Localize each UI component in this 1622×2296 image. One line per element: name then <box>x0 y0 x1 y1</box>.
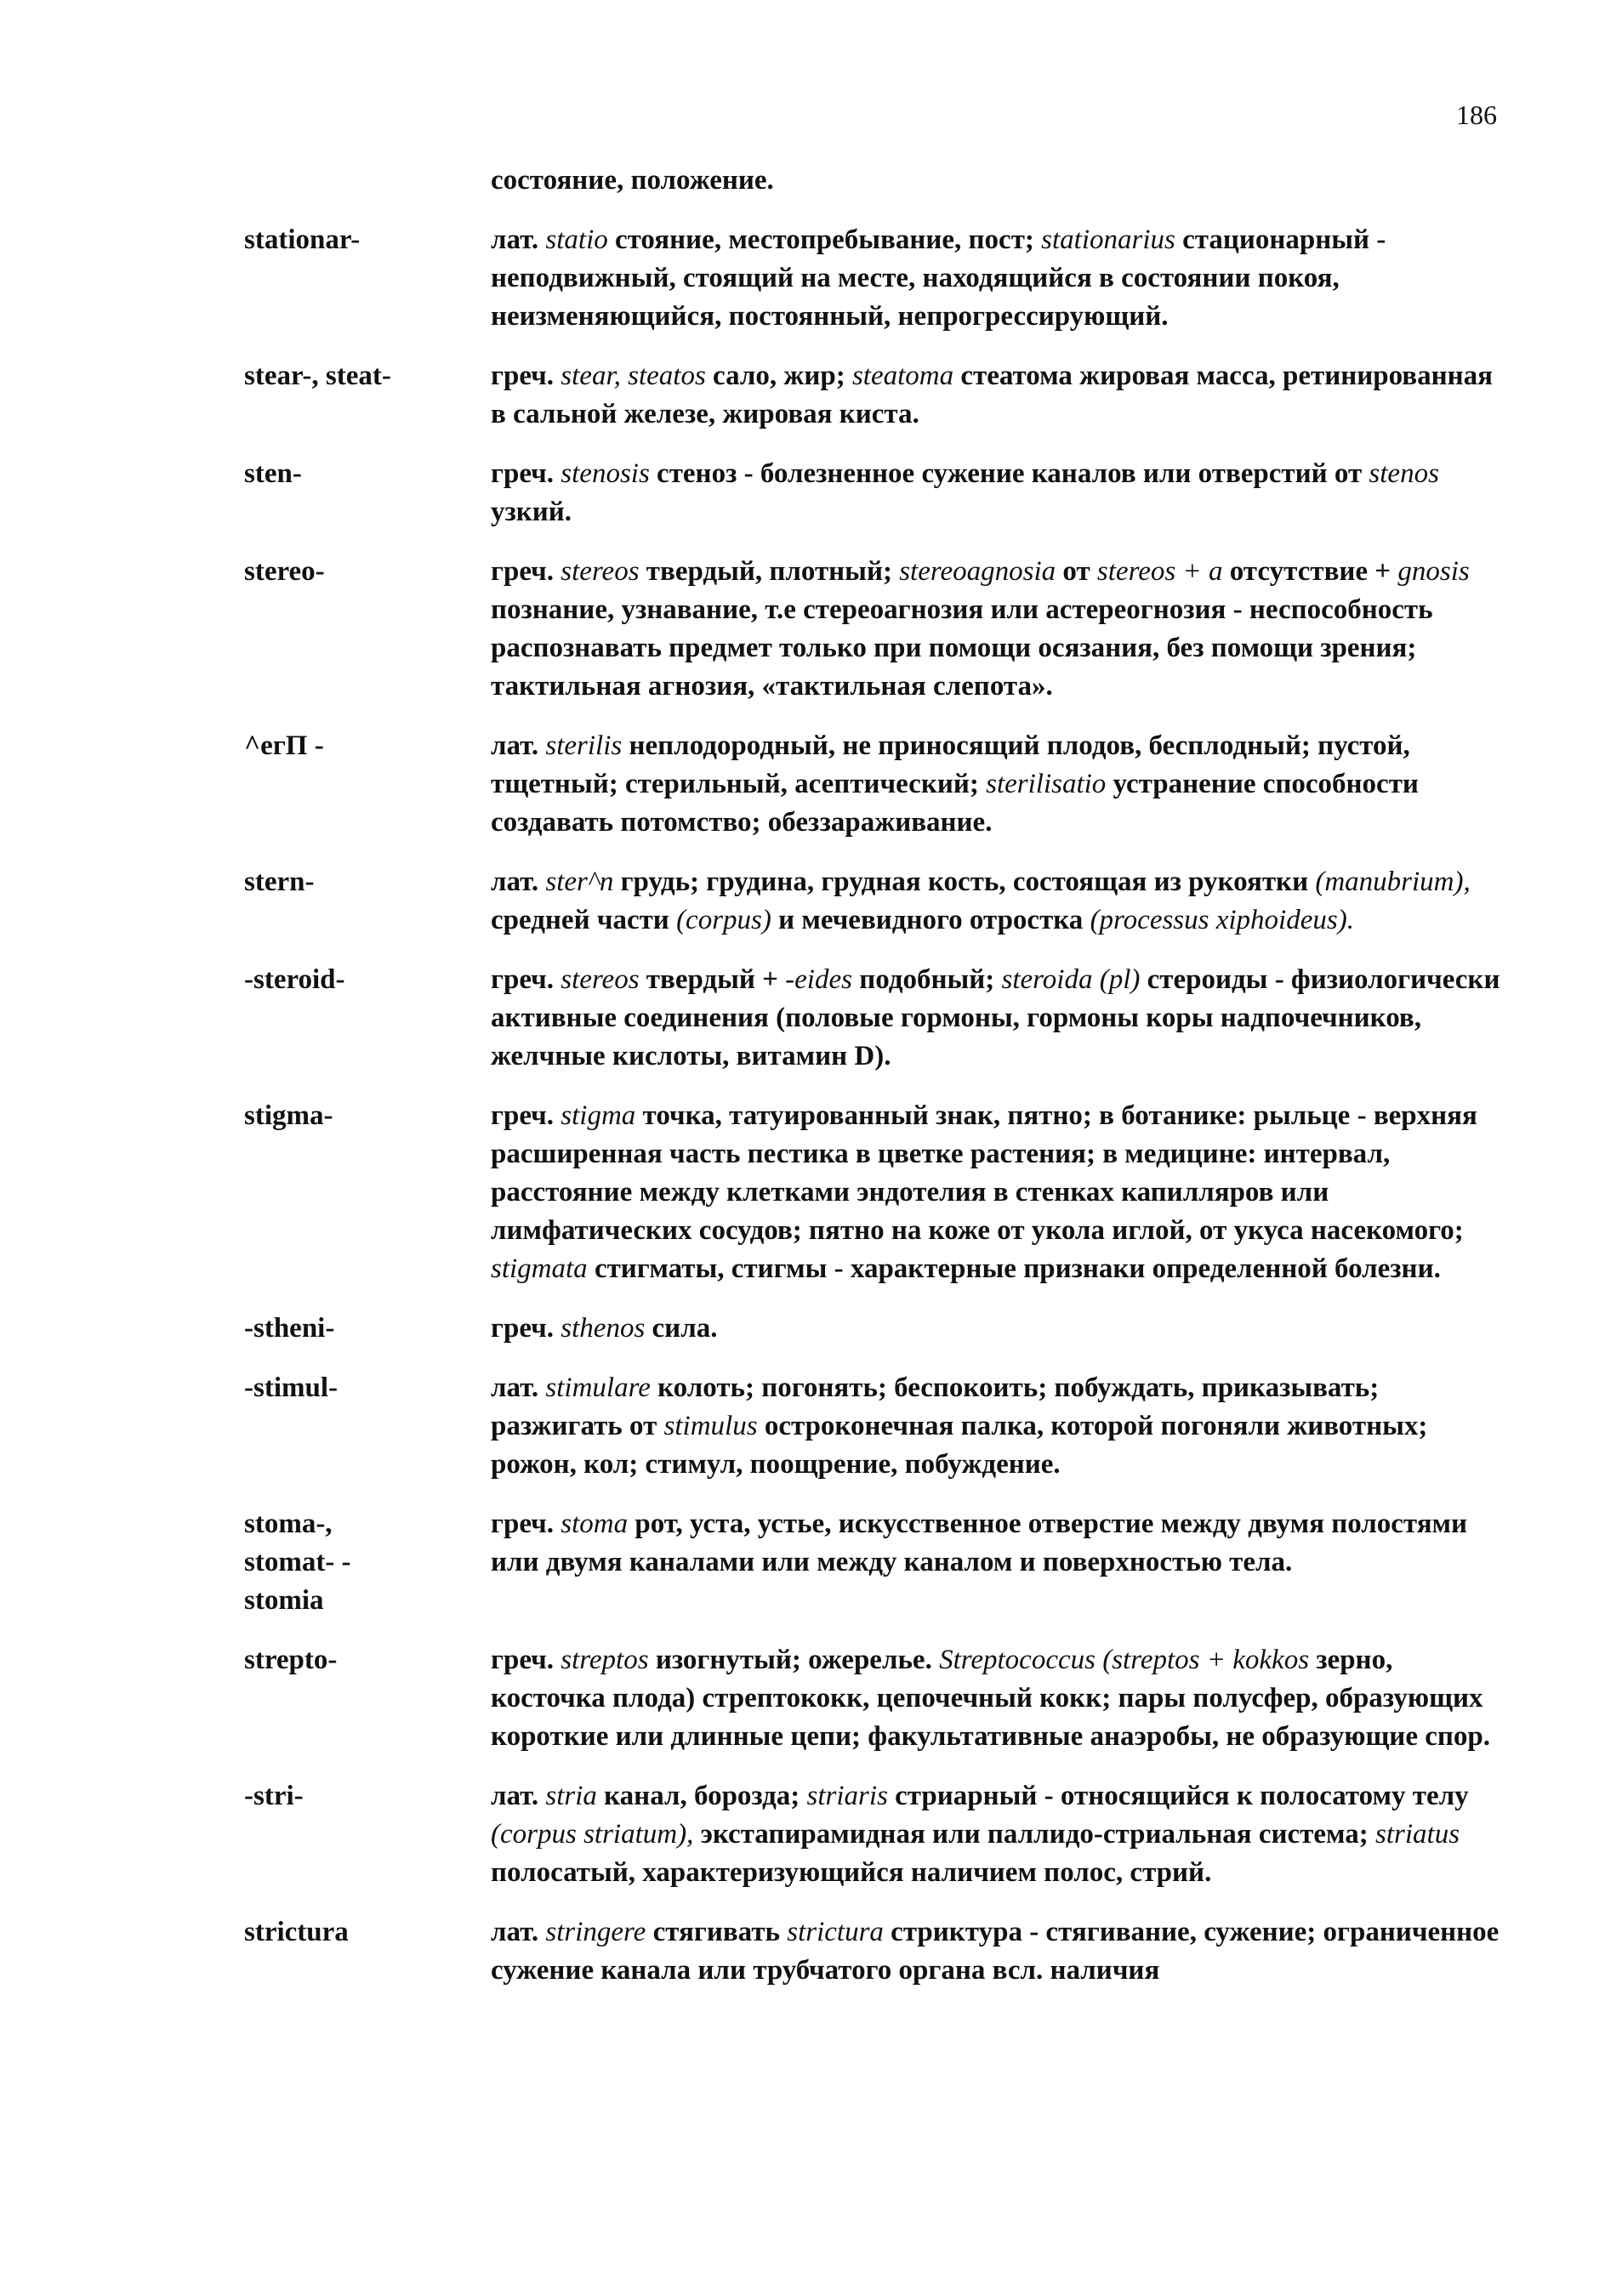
definition-italic-term: Streptococcus (streptos + kokkos <box>939 1645 1310 1675</box>
entry-definition <box>491 455 1503 531</box>
definition-text: узкий. <box>491 497 572 527</box>
entry-definition <box>491 1505 1503 1620</box>
entry-term <box>244 162 491 200</box>
entry-definition <box>491 1777 1503 1892</box>
definition-text: стероиды - физиологически активные соединения (половые гормоны, гормоны коры надпочечников, желчные кислоты, витамин D). <box>491 964 1500 1071</box>
entry-term: -stri- <box>244 1781 304 1811</box>
definition-italic-term: stria <box>545 1781 597 1811</box>
definition-text: греч. <box>491 964 561 995</box>
entry-definition <box>491 1641 1503 1756</box>
definition-text: состояние, положение. <box>491 165 774 196</box>
entry-term: strepto- <box>244 1645 338 1675</box>
definition-italic-term: (processus xiphoideus). <box>1090 905 1354 935</box>
dictionary-entry <box>244 961 1503 1076</box>
definition-text: твердый, плотный; <box>639 556 900 587</box>
definition-italic-term: stationarius <box>1041 224 1175 255</box>
definition-text: грудь; грудина, грудная кость, состоящая из рукоятки <box>613 867 1316 897</box>
definition-text: неплодородный, не приносящий плодов, бесплодный; пустой, тщетный; стерильный, асептический; <box>491 730 1410 799</box>
definition-text: греч. <box>491 458 561 489</box>
definition-italic-term: stereoagnosia <box>899 556 1056 587</box>
entry-definition <box>491 961 1503 1076</box>
definition-italic-term: streptos <box>561 1645 649 1675</box>
dictionary-entry <box>244 1097 1503 1288</box>
definition-italic-term: (manubrium), <box>1315 867 1471 897</box>
definition-text: и мечевидного отростка <box>771 905 1090 935</box>
entry-definition <box>491 1097 1503 1288</box>
entry-term: stoma-, stomat- - stomia <box>244 1509 351 1616</box>
definition-text: лат. <box>491 1372 546 1403</box>
definition-text: лат. <box>491 730 546 761</box>
definition-text: лат. <box>491 224 546 255</box>
dictionary-entry <box>244 1369 1503 1484</box>
definition-text: стационарный - неподвижный, стоящий на месте, находящийся в состоянии покоя, неизменяющийся, постоянный, непрогрессирующий. <box>491 224 1386 332</box>
dictionary-entry <box>244 727 1503 842</box>
entry-term: sten- <box>244 458 302 489</box>
entry-definition <box>491 357 1503 434</box>
entry-term: ^егП - <box>244 730 324 761</box>
dictionary-entry <box>244 455 1503 531</box>
dictionary-entry <box>244 1913 1503 1990</box>
entry-definition <box>491 1310 1503 1348</box>
definition-italic-term: stereos <box>561 556 640 587</box>
definition-text: рот, уста, устье, искусственное отверстие между двумя полостями или двумя каналами или между каналом и поверхностью тела. <box>491 1509 1468 1577</box>
definition-text: отсутствие + <box>1222 556 1398 587</box>
definition-italic-term: sthenos <box>561 1313 646 1344</box>
definition-text: стеатома жировая масса, ретинированная в сальной железе, жировая киста. <box>491 361 1493 429</box>
definition-italic-term: stereos <box>561 964 640 995</box>
definition-text: средней части <box>491 905 677 935</box>
definition-text: стеноз - болезненное сужение каналов или отверстий от <box>649 458 1369 489</box>
definition-italic-term: strictura <box>787 1917 884 1947</box>
entry-term: stereo- <box>244 556 325 587</box>
dictionary-entries <box>244 162 1503 2011</box>
definition-italic-term: gnosis <box>1397 556 1470 587</box>
definition-text: экстапирамидная или паллидо-стриальная система; <box>693 1819 1376 1850</box>
definition-text: греч. <box>491 1509 561 1539</box>
dictionary-entry <box>244 1777 1503 1892</box>
definition-text: изогнутый; ожерелье. <box>648 1645 940 1675</box>
definition-text: канал, борозда; <box>596 1781 807 1811</box>
definition-italic-term: sterilis <box>545 730 623 761</box>
definition-text: сало, жир; <box>705 361 852 391</box>
dictionary-entry <box>244 162 1503 200</box>
page-number: 186 <box>1456 99 1497 130</box>
definition-text: лат. <box>491 867 546 897</box>
dictionary-entry <box>244 1641 1503 1756</box>
dictionary-entry <box>244 1310 1503 1348</box>
entry-term: -stimul- <box>244 1372 338 1403</box>
definition-italic-term: stenosis <box>561 458 650 489</box>
definition-text: лат. <box>491 1917 546 1947</box>
entry-term: -steroid- <box>244 964 345 995</box>
definition-italic-term: stigmata <box>491 1253 588 1284</box>
definition-italic-term: stereos + a <box>1096 556 1223 587</box>
definition-italic-term: stringere <box>545 1917 646 1947</box>
entry-definition <box>491 162 1503 200</box>
entry-definition <box>491 553 1503 706</box>
definition-text: стояние, местопребывание, пост; <box>607 224 1042 255</box>
definition-text: греч. <box>491 1100 561 1131</box>
definition-text: зерно, косточка плода) стрептококк, цепочечный кокк; пары полусфер, образующих короткие или длинные цепи; факультативные анаэробы, не образующие спор. <box>491 1645 1490 1752</box>
definition-text: познание, узнавание, т.е стереоагнозия или астереогнозия - неспособность распознавать предмет только при помощи осязания, без помощи зрения; тактильная агнозия, «тактильная слепота». <box>491 594 1433 702</box>
definition-italic-term: sterilisatio <box>986 769 1107 799</box>
definition-text: греч. <box>491 556 561 587</box>
entry-definition <box>491 863 1503 940</box>
definition-italic-term: stear, steatos <box>561 361 706 391</box>
dictionary-entry <box>244 863 1503 940</box>
entry-definition <box>491 221 1503 336</box>
dictionary-entry <box>244 1505 1503 1620</box>
definition-text: от <box>1056 556 1097 587</box>
dictionary-entry <box>244 357 1503 434</box>
definition-text: сила. <box>645 1313 718 1344</box>
definition-italic-term: ster^n <box>545 867 614 897</box>
definition-italic-term: striaris <box>806 1781 888 1811</box>
definition-italic-term: stenos <box>1369 458 1439 489</box>
definition-text: лат. <box>491 1781 546 1811</box>
entry-definition <box>491 1913 1503 1990</box>
definition-italic-term: steatoma <box>851 361 954 391</box>
definition-text: стриктура - стягивание, сужение; ограниченное сужение канала или трубчатого органа всл. наличия <box>491 1917 1500 1986</box>
definition-italic-term: stimulus <box>663 1411 758 1441</box>
definition-text: подобный; <box>851 964 1002 995</box>
definition-text: устранение способности создавать потомство; обеззараживание. <box>491 769 1419 838</box>
definition-italic-term: statio <box>545 224 608 255</box>
definition-italic-term: stigma <box>561 1100 636 1131</box>
definition-text: полосатый, характеризующийся наличием полос, стрий. <box>491 1857 1212 1888</box>
definition-text: остроконечная палка, которой погоняли животных; рожон, кол; стимул, поощрение, побуждение. <box>491 1411 1428 1480</box>
definition-text: точка, татуированный знак, пятно; в ботанике: рыльце - верхняя расширенная часть пестика в цветке растения; в медицине: интервал, расстояние между клетками эндотелия в стенках капилляров или лимфатических сосудов; пятно на коже от укола иглой, от укуса насекомого; <box>491 1100 1477 1246</box>
definition-italic-term: (corpus) <box>676 905 771 935</box>
entry-definition <box>491 727 1503 842</box>
definition-italic-term: (corpus striatum), <box>491 1819 694 1850</box>
definition-text: греч. <box>491 361 561 391</box>
definition-text: колоть; погонять; беспокоить; побуждать, приказывать; разжигать от <box>491 1372 1380 1441</box>
entry-term: strictura <box>244 1917 349 1947</box>
definition-italic-term: striatus <box>1375 1819 1460 1850</box>
definition-text: стриарный - относящийся к полосатому телу <box>887 1781 1469 1811</box>
entry-term: stear-, steat- <box>244 361 391 391</box>
definition-text: твердый + <box>639 964 786 995</box>
entry-term: stationar- <box>244 224 361 255</box>
entry-definition <box>491 1369 1503 1484</box>
definition-italic-term: stimulare <box>545 1372 651 1403</box>
entry-term: -stheni- <box>244 1313 335 1344</box>
definition-text: греч. <box>491 1313 561 1344</box>
dictionary-entry <box>244 221 1503 336</box>
dictionary-entry <box>244 553 1503 706</box>
definition-italic-term: stoma <box>561 1509 629 1539</box>
definition-text: греч. <box>491 1645 561 1675</box>
definition-italic-term: steroida (pl) <box>1001 964 1141 995</box>
definition-text: стягивать <box>646 1917 788 1947</box>
entry-term: stern- <box>244 867 315 897</box>
entry-term: stigma- <box>244 1100 333 1131</box>
definition-text: стигматы, стигмы - характерные признаки определенной болезни. <box>587 1253 1441 1284</box>
definition-italic-term: -eides <box>785 964 852 995</box>
